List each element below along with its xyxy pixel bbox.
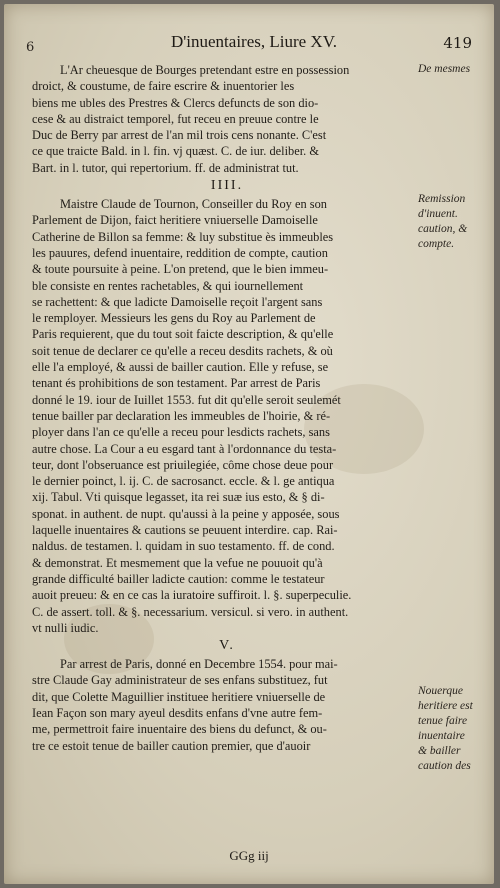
text-line: dit, que Colette Maguillier instituee heritiere vniuerselle de xyxy=(32,689,326,704)
text-line: teur, dont l'obseruance est priuilegiée, côme chose deue pour xyxy=(32,457,334,472)
text-line: naldus. de testamen. l. quidam in suo testamento. ff. de cond. xyxy=(32,539,335,554)
text-line: se rachettent: & que ladicte Damoiselle reçoit l'argent sans xyxy=(32,294,323,309)
margin-note-line: inuentaire xyxy=(418,730,465,742)
text-line: sponat. in authent. de nupt. qu'aussi à la peine y apposée, sous xyxy=(32,506,340,521)
text-line: biens me ubles des Prestres & Clercs defuncts de son dio- xyxy=(32,95,319,110)
paragraph xyxy=(32,62,422,176)
running-title: D'inuentaires, Liure XV. xyxy=(170,32,338,51)
margin-note-line: & bailler xyxy=(418,745,461,757)
section-numeral: IIII. xyxy=(210,178,244,194)
text-line: grande difficulté bailler ladicte caution: comme le testateur xyxy=(32,571,325,586)
text-line: stre Claude Gay administrateur de ses enfans substituez, fut xyxy=(32,673,328,688)
text-line: ble consiste en rentes rachetables, & qui iournellement xyxy=(32,278,304,293)
margin-note-remission xyxy=(418,192,498,252)
body-text xyxy=(32,62,422,754)
text-line: L'Ar cheuesque de Bourges pretendant estre en possession xyxy=(60,63,350,77)
text-line: soit tenue de declarer ce qu'elle a receu desdits rachets, & où xyxy=(32,343,333,358)
margin-note-line: caution des xyxy=(418,760,471,772)
margin-note-line: Remission xyxy=(418,193,466,205)
text-line: ce que traicte Bald. in l. fin. vj quæst. C. de iur. deliber. & xyxy=(32,144,319,159)
margin-note-line: caution, & xyxy=(418,223,468,235)
text-line: & toute poursuite à peine. L'on pretend, que le bien immeu- xyxy=(32,262,329,277)
margin-note-de-mesmes xyxy=(418,62,498,77)
text-line: tenant és prohibitions de son testament. Par arrest de Paris xyxy=(32,376,321,391)
text-line: Bart. in l. tutor, qui repertorium. ff. de administrat tut. xyxy=(32,160,299,175)
text-line: C. de assert. toll. & §. necessarium. versicul. si vero. in authent. xyxy=(32,604,349,619)
text-line: xij. Tabul. Vti quisque legasset, ita rei suæ ius esto, & § di- xyxy=(32,490,325,505)
text-line: donné le 19. iour de Iuillet 1553. fut dit qu'elle seroit seulemét xyxy=(32,392,341,407)
section-numeral: V. xyxy=(219,638,235,654)
text-line: droict, & coustume, de faire escrire & inuentorier les xyxy=(32,79,295,94)
text-line: cese & au distraict temporel, fut receu en preuue contre le xyxy=(32,111,319,126)
text-line: les pauures, defend inuentaire, reddition de compte, caution xyxy=(32,245,328,260)
page-number: 419 xyxy=(443,34,472,52)
text-line: Paris requierent, que du tout soit faicte description, & qu'elle xyxy=(32,327,334,342)
text-line: le dernier poinct, l. ij. C. de sacrosanct. eccle. & l. ge antiqua xyxy=(32,474,335,489)
margin-note-line: Nouerque xyxy=(418,685,463,697)
margin-note-nouerque xyxy=(418,684,498,774)
page-marker: 6 xyxy=(26,40,35,55)
text-line: ployer dans l'an ce qu'elle a receu pour lesdicts rachets, sans xyxy=(32,425,330,440)
text-line: vt nulli iudic. xyxy=(32,620,99,635)
book-page xyxy=(4,4,494,884)
text-line: elle l'a employé, & aussi de bailler caution. Elle y refuse, se xyxy=(32,360,329,375)
page-header xyxy=(84,32,472,58)
text-line: tre ce estoit tenue de bailler caution premier, que d'auoir xyxy=(32,738,311,753)
margin-note-line: heritiere est xyxy=(418,700,473,712)
text-line: me, permettroit faire inuentaire des biens du defunct, & ou- xyxy=(32,722,327,737)
margin-note-line: d'inuent. xyxy=(418,208,458,220)
margin-note-line: De mesmes xyxy=(418,63,471,75)
text-line: tenue bailler par declaration les immeubles de l'hoirie, & ré- xyxy=(32,408,331,423)
text-line: le remployer. Messieurs les gens du Roy au Parlement de xyxy=(32,311,316,326)
text-line: Duc de Berry par arrest de l'an mil trois cens nonante. C'est xyxy=(32,128,327,143)
text-line: Parlement de Dijon, faict heritiere vniuerselle Damoiselle xyxy=(32,213,318,228)
text-line: autre chose. La Cour a eu esgard tant à l'ordonnance du testa- xyxy=(32,441,337,456)
text-line: & demonstrat. Et mesmement que la vefue ne pouuoit qu'à xyxy=(32,555,323,570)
signature-mark: GGg iij xyxy=(229,848,269,863)
text-line: Maistre Claude de Tournon, Conseiller du Roy en son xyxy=(60,197,327,212)
text-line: laquelle inuentaires & cautions se peuuent interdire. cap. Rai- xyxy=(32,523,338,538)
text-line: Iean Façon son mary ayeul desdits enfans d'vne autre fem- xyxy=(32,705,323,720)
paragraph xyxy=(32,656,422,754)
text-line: Catherine de Billon sa femme: & luy substitue ès immeubles xyxy=(32,229,334,244)
margin-note-line: tenue faire xyxy=(418,715,468,727)
text-line: auoit preueu: & en ce cas la iuratoire suffiroit. l. §. superpeculie. xyxy=(32,588,352,603)
paragraph xyxy=(32,196,422,636)
margin-note-line: compte. xyxy=(418,238,455,250)
text-line: Par arrest de Paris, donné en Decembre 1554. pour mai- xyxy=(60,657,338,672)
